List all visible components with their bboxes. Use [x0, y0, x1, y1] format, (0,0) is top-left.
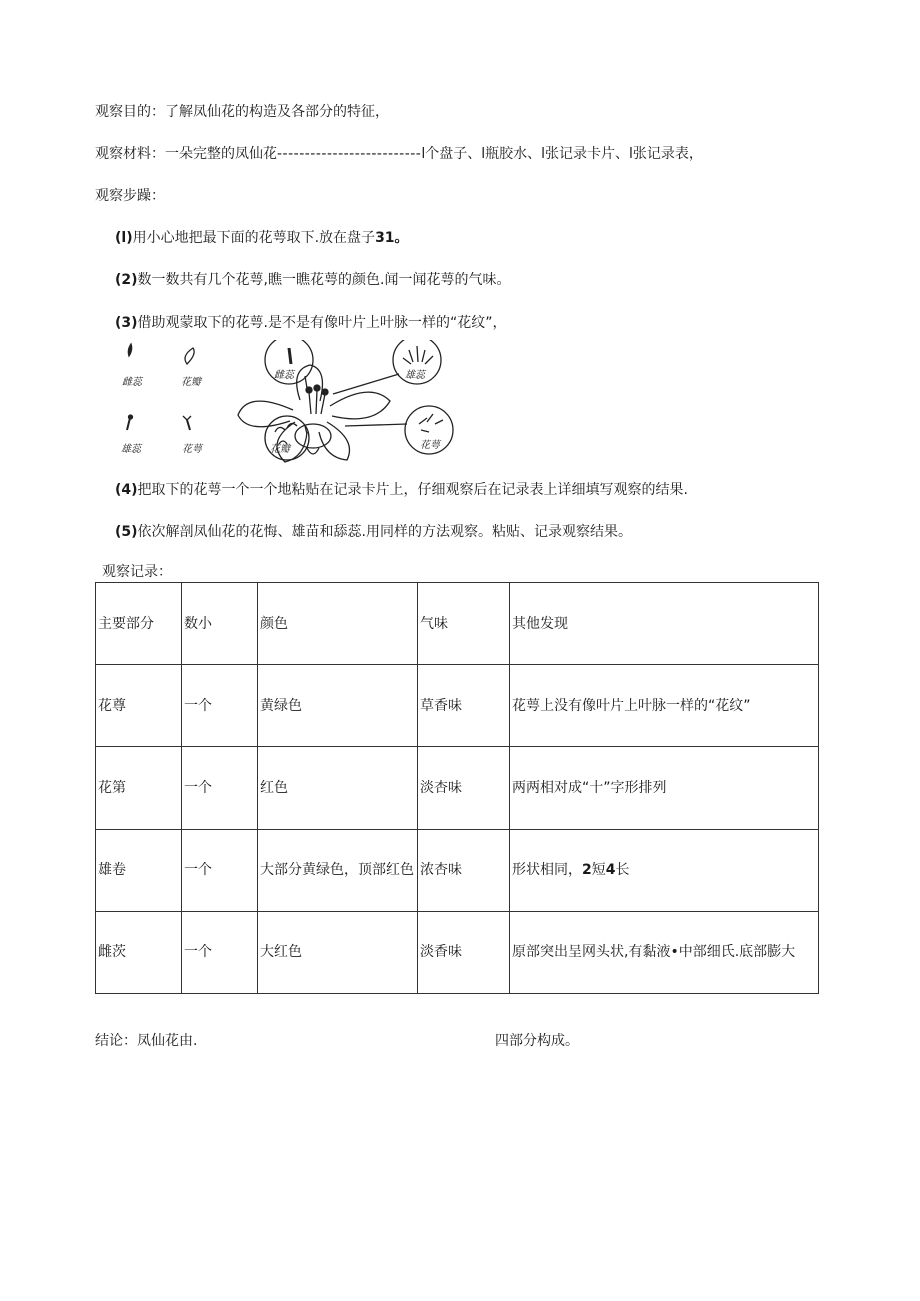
table-cell: 花萼上没有像叶片上叶脉一样的“花纹” — [510, 665, 819, 747]
step-3-text: 借助观蒙取下的花萼.是不是有像叶片上叶脉一样的“花纹”， — [137, 315, 507, 331]
table-cell: 雌茨 — [96, 911, 182, 993]
sepal-specimen-icon — [183, 416, 191, 430]
stamen-callout-icon — [333, 340, 441, 394]
table-row — [96, 747, 819, 829]
materials-dashes: -------------------------- — [277, 146, 422, 162]
steps-title: 观察步躁： — [95, 188, 165, 204]
table-cell: 形状相同，2短4长 — [510, 829, 819, 911]
table-cell: 一个 — [182, 911, 258, 993]
materials-right: l个盘子、l瓶胶水、l张记录卡片、l张记录表， — [421, 146, 703, 162]
step-1 — [115, 228, 409, 248]
record-title: 观察记录： — [102, 564, 172, 580]
observation-record-table — [95, 582, 819, 994]
table-cell: 浓杏味 — [418, 829, 510, 911]
table-cell: 黄绿色 — [258, 665, 418, 747]
table-cell: 原部突出呈网头状,有黏液•中部细氏.底部膨大 — [510, 911, 819, 993]
pistil-specimen-icon — [128, 344, 131, 356]
petal-callout-label: 花瓣 — [270, 444, 290, 455]
step-4-number: (4) — [115, 482, 138, 498]
stamen-label: 雄蕊 — [121, 444, 141, 455]
header-cell: 其他发现 — [510, 583, 819, 665]
table-row — [96, 911, 819, 993]
header-cell: 主要部分 — [96, 583, 182, 665]
step-5-number: (5) — [115, 524, 138, 540]
step-1-text: 用小心地把最下面的花萼取下.放在盘子 — [132, 230, 376, 246]
sepal-callout-label: 花萼 — [420, 440, 440, 451]
step-2-text: 数一数共有几个花萼,瞧一瞧花萼的颜色.闻一闻花萼的气味。 — [137, 272, 511, 288]
table-cell: 一个 — [182, 747, 258, 829]
pistil-callout-label: 雌蕊 — [274, 370, 294, 381]
table-cell: 两两相对成“十”字形排列 — [510, 747, 819, 829]
table-cell: 大部分黄绿色，顶部红色 — [258, 829, 418, 911]
sepal-label: 花萼 — [182, 444, 202, 455]
materials-left: 观察材料：一朵完整的凤仙花 — [95, 146, 277, 162]
header-cell: 颜色 — [258, 583, 418, 665]
table-cell: 草香味 — [418, 665, 510, 747]
table-cell: 淡香味 — [418, 911, 510, 993]
table-cell: 雄卷 — [96, 829, 182, 911]
step-4-text: 把取下的花萼一个一个地粘贴在记录卡片上，仔细观察后在记录表上详细填写观察的结果. — [137, 482, 688, 498]
header-cell: 数小 — [182, 583, 258, 665]
conclusion-left: 结论：凤仙花由. — [95, 1033, 198, 1049]
flower-dissection-illustration — [115, 340, 460, 465]
stamen-specimen-icon — [127, 415, 133, 430]
petal-label: 花瓣 — [181, 377, 201, 388]
observation-materials — [95, 144, 703, 164]
observation-purpose: 观察目的：了解凤仙花的构造及各部分的特征， — [95, 104, 389, 120]
step-1-number: (l) — [115, 230, 133, 246]
table-cell: 花尊 — [96, 665, 182, 747]
table-cell: 花第 — [96, 747, 182, 829]
step-5-text: 依次解剖凤仙花的花悔、雄苗和舔蕊.用同样的方法观察。粘贴、记录观察结果。 — [137, 524, 632, 540]
step-2-number: (2) — [115, 272, 138, 288]
table-cell: 一个 — [182, 829, 258, 911]
step-3-number: (3) — [115, 315, 138, 331]
step-5 — [115, 522, 632, 542]
table-cell: 红色 — [258, 747, 418, 829]
table-header-row — [96, 583, 819, 665]
step-1-tail: 31。 — [375, 230, 409, 246]
table-row — [96, 665, 819, 747]
step-3 — [115, 313, 507, 333]
step-2 — [115, 270, 510, 290]
table-cell: 一个 — [182, 665, 258, 747]
table-cell: 淡杏味 — [418, 747, 510, 829]
header-cell: 气味 — [418, 583, 510, 665]
pistil-label: 雌蕊 — [122, 377, 142, 388]
step-4 — [115, 480, 688, 500]
table-cell: 大红色 — [258, 911, 418, 993]
stamen-callout-label: 雄蕊 — [405, 370, 425, 381]
table-row — [96, 829, 819, 911]
petal-specimen-icon — [185, 348, 194, 364]
conclusion-right: 四部分构成。 — [495, 1033, 579, 1049]
flower-drawing-icon — [238, 365, 390, 462]
